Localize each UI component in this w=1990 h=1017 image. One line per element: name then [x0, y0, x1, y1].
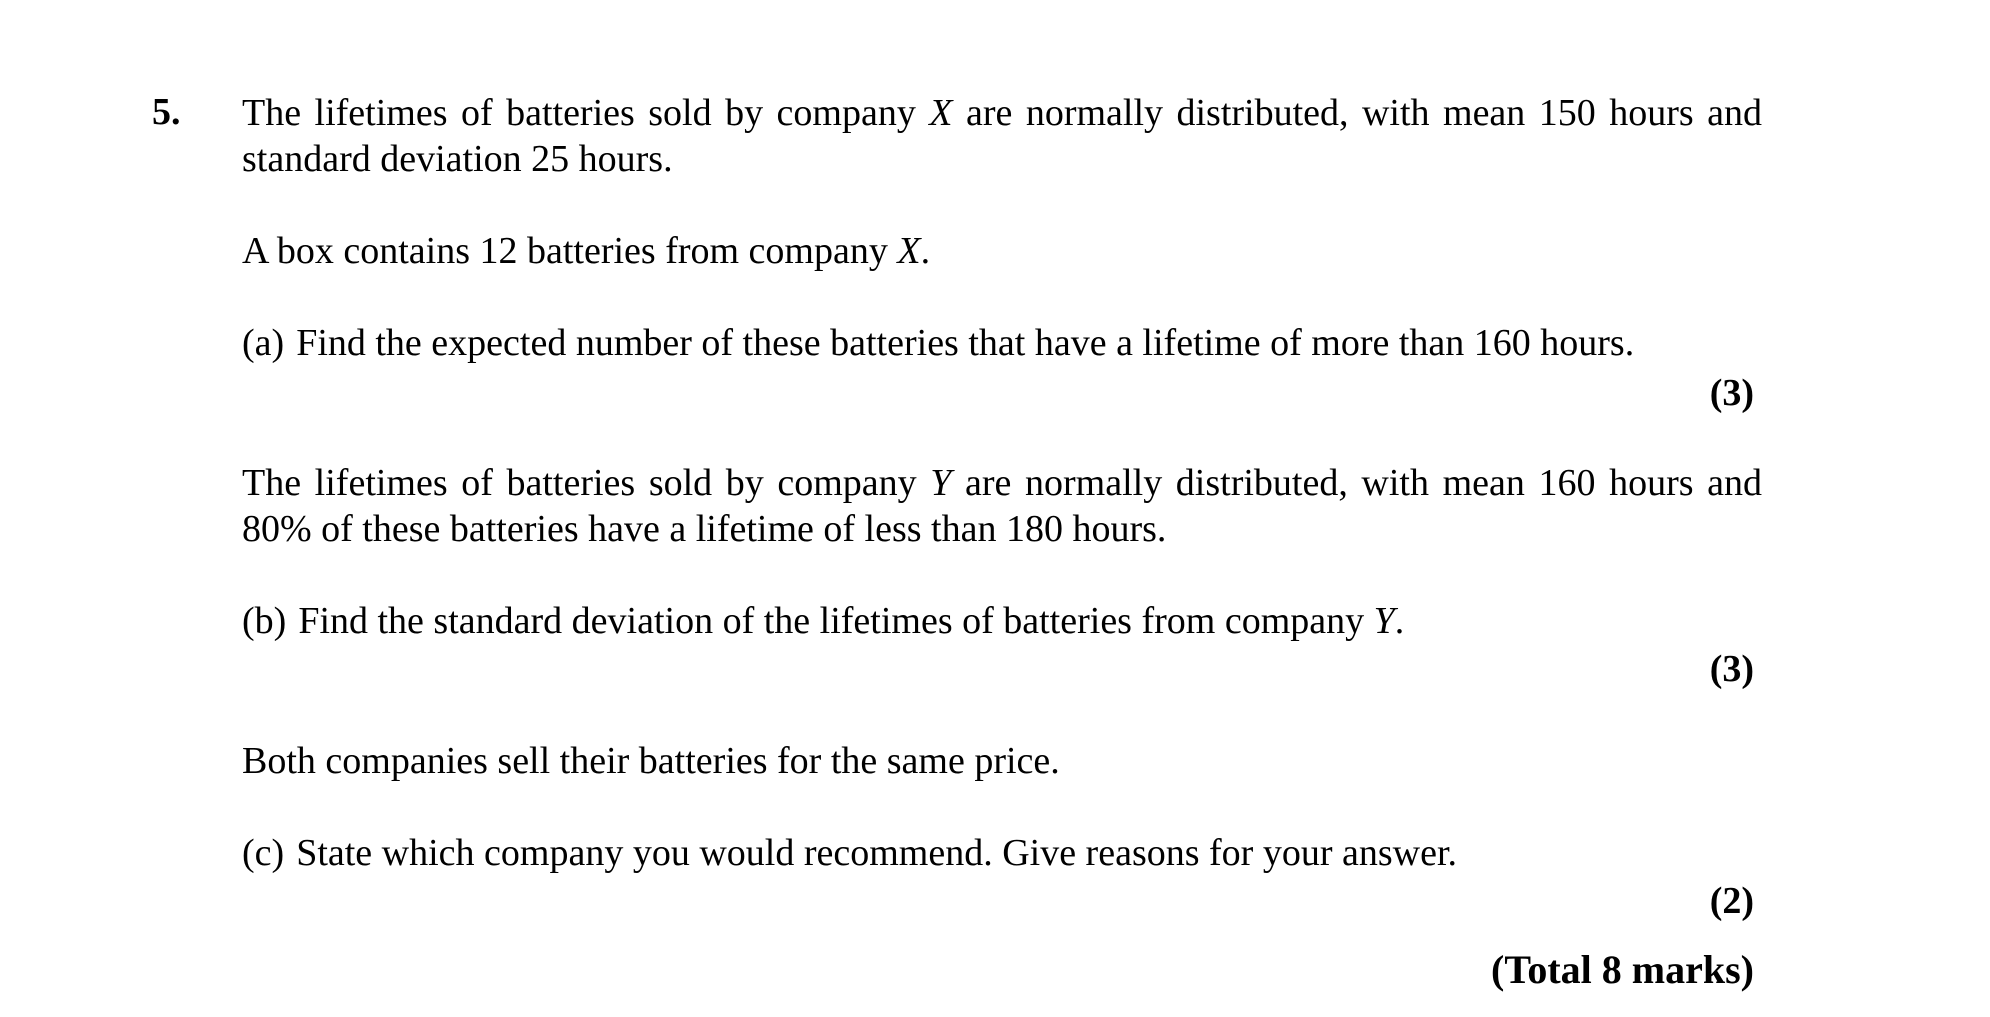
box-statement-text-b: . — [920, 230, 931, 272]
company-y-intro-text-a: The lifetimes of batteries sold by company — [242, 462, 931, 504]
total-marks: (Total 8 marks) — [1491, 947, 1754, 992]
box-company-variable: X — [897, 230, 921, 272]
part-c — [242, 830, 1762, 876]
question-number: 5. — [152, 91, 181, 133]
company-x-variable: X — [929, 92, 953, 134]
same-price-statement: Both companies sell their batteries for the same price. — [242, 740, 1060, 782]
part-b-text-b: . — [1394, 600, 1405, 642]
company-y-variable: Y — [930, 462, 952, 504]
part-a-label: (a) — [242, 322, 285, 364]
part-c-label: (c) — [242, 832, 285, 874]
box-statement — [242, 228, 1762, 274]
part-a-text: Find the expected number of these batteries that have a lifetime of more than 160 hours. — [296, 322, 1635, 364]
company-x-intro — [242, 90, 1762, 182]
part-b-marks: (3) — [1709, 648, 1754, 690]
part-c-text: State which company you would recommend. Give reasons for your answer. — [296, 832, 1458, 874]
company-x-intro-text-b: are normally distributed, with mean 150 hours and standard deviation 25 hours. — [242, 92, 1762, 180]
company-y-intro-text-b: are normally distributed, with mean 160 hours and 80% of these batteries have a lifetime of less than 180 hours. — [242, 462, 1762, 550]
part-b — [242, 598, 1762, 644]
company-y-intro — [242, 460, 1762, 552]
box-statement-text-a: A box contains 12 batteries from company — [242, 230, 898, 272]
part-b-text-a: Find the standard deviation of the lifetimes of batteries from company — [298, 600, 1374, 642]
company-x-intro-text-a: The lifetimes of batteries sold by company — [242, 92, 930, 134]
part-b-variable: Y — [1373, 600, 1395, 642]
part-a — [242, 320, 1762, 366]
part-a-marks: (3) — [1709, 372, 1754, 414]
part-c-marks: (2) — [1709, 880, 1754, 922]
part-b-label: (b) — [242, 600, 287, 642]
